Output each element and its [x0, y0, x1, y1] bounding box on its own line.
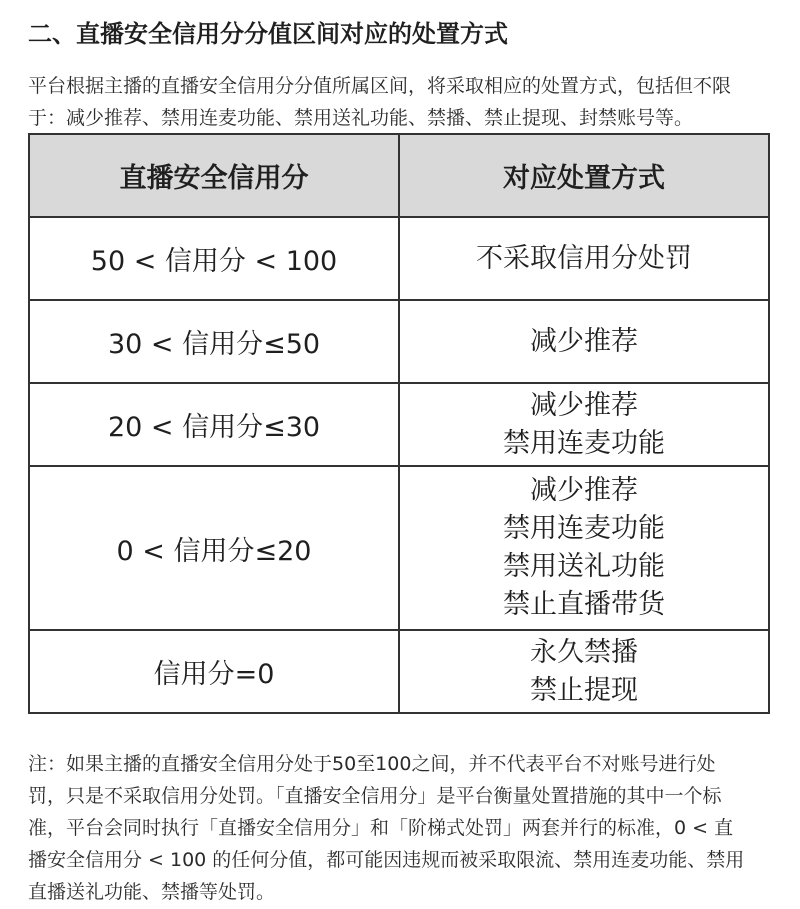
action-item: 减少推荐 — [530, 389, 638, 421]
score-range-cell: 30 < 信用分≤50 — [29, 300, 399, 383]
action-cell — [399, 300, 769, 383]
table-row — [29, 630, 769, 713]
action-cell — [399, 217, 769, 300]
intro-line: 平台根据主播的直播安全信用分分值所属区间，将采取相应的处置方式，包括但不限 — [28, 75, 732, 97]
action-item: 不采取信用分处罚 — [476, 242, 692, 274]
note-line: 播安全信用分 < 100 的任何分值，都可能因违规而被采取限流、禁用连麦功能、禁用 — [28, 849, 745, 871]
table-header-row — [29, 134, 769, 217]
score-range-cell: 50 < 信用分 < 100 — [29, 217, 399, 300]
action-cell — [399, 383, 769, 466]
action-item: 永久禁播 — [530, 636, 638, 668]
intro-paragraph — [28, 70, 778, 134]
action-item: 减少推荐 — [530, 475, 638, 506]
section-heading: 二、直播安全信用分分值区间对应的处置方式 — [28, 20, 508, 48]
score-range-cell: 20 < 信用分≤30 — [29, 383, 399, 466]
table-row — [29, 383, 769, 466]
intro-line: 于：减少推荐、禁用连麦功能、禁用送礼功能、禁播、禁止提现、封禁账号等。 — [28, 107, 694, 129]
action-item: 减少推荐 — [530, 325, 638, 357]
action-cell — [399, 466, 769, 630]
table-row — [29, 300, 769, 383]
header-action: 对应处置方式 — [399, 134, 769, 217]
table-row — [29, 466, 769, 630]
action-item: 禁止直播带货 — [503, 589, 665, 620]
note-line: 罚，只是不采取信用分处罚。「直播安全信用分」是平台衡量处置措施的其中一个标 — [28, 785, 722, 807]
table-row — [29, 217, 769, 300]
score-range-cell: 0 < 信用分≤20 — [29, 466, 399, 630]
action-cell — [399, 630, 769, 713]
note-line: 准，平台会同时执行「直播安全信用分」和「阶梯式处罚」两套并行的标准，0 < 直 — [28, 817, 734, 839]
note-line: 直播送礼功能、禁播等处罚。 — [28, 881, 276, 903]
score-range-cell: 信用分=0 — [29, 630, 399, 713]
note-paragraph — [28, 748, 778, 908]
action-item: 禁用连麦功能 — [503, 513, 665, 544]
action-item: 禁止提现 — [530, 674, 638, 706]
action-item: 禁用连麦功能 — [503, 427, 665, 459]
header-score-range: 直播安全信用分 — [29, 134, 399, 217]
note-line: 注：如果主播的直播安全信用分处于50至100之间，并不代表平台不对账号进行处 — [28, 753, 716, 775]
action-item: 禁用送礼功能 — [503, 551, 665, 582]
credit-score-table — [28, 133, 770, 714]
